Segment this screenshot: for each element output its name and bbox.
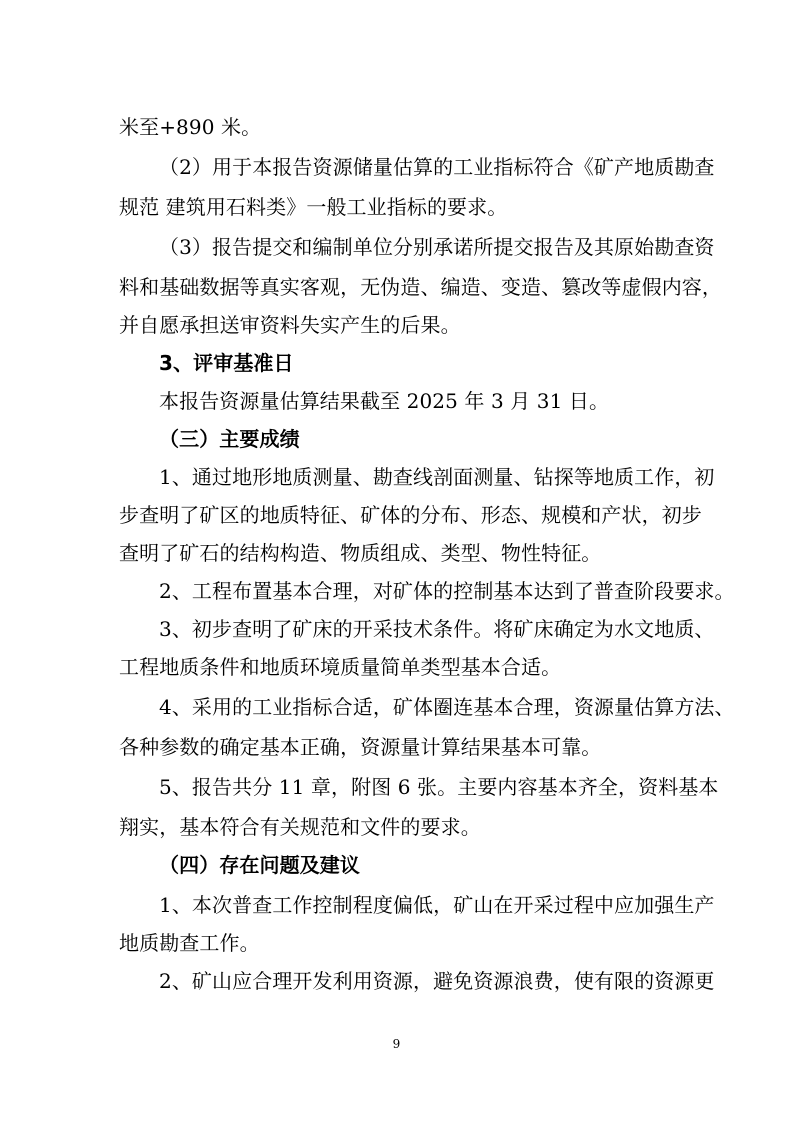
- body-text-line: 2、矿山应合理开发利用资源，避免资源浪费，使有限的资源更: [159, 969, 715, 993]
- body-text-line: 翔实，基本符合有关规范和文件的要求。: [119, 815, 481, 839]
- body-text-line: 5、报告共分 11 章，附图 6 张。主要内容基本齐全，资料基本: [159, 775, 719, 799]
- body-text-line: 工程地质条件和地质环境质量简单类型基本合适。: [119, 655, 562, 679]
- body-text-line: 料和基础数据等真实客观，无伪造、编造、变造、篡改等虚假内容，: [119, 275, 722, 299]
- section-heading: （四）存在问题及建议: [159, 853, 360, 877]
- body-text-line: 地质勘查工作。: [119, 931, 260, 955]
- body-text-line: 米至+890 米。: [119, 115, 262, 139]
- body-text-line: 查明了矿石的结构构造、物质组成、类型、物性特征。: [119, 541, 602, 565]
- body-text-line: 1、通过地形地质测量、勘查线剖面测量、钻探等地质工作，初: [159, 465, 715, 489]
- body-text-line: 各种参数的确定基本正确，资源量计算结果基本可靠。: [119, 735, 602, 759]
- body-text-line: （3）报告提交和编制单位分别承诺所提交报告及其原始勘查资: [159, 235, 715, 259]
- body-text-line: 步查明了矿区的地质特征、矿体的分布、形态、规模和产状，初步: [119, 503, 702, 527]
- body-text-line: 本报告资源量估算结果截至 2025 年 3 月 31 日。: [159, 389, 610, 413]
- body-text-line: 3、初步查明了矿床的开采技术条件。将矿床确定为水文地质、: [159, 617, 715, 641]
- section-heading: 3、评审基准日: [159, 351, 294, 375]
- body-text-line: 1、本次普查工作控制程度偏低，矿山在开采过程中应加强生产: [159, 893, 715, 917]
- section-heading: （三）主要成绩: [159, 427, 300, 451]
- body-text-line: 并自愿承担送审资料失实产生的后果。: [119, 313, 461, 337]
- body-text-line: 2、工程布置基本合理，对矿体的控制基本达到了普查阶段要求。: [159, 579, 735, 603]
- page-number: 9: [392, 1037, 401, 1051]
- body-text-line: 规范 建筑用石料类》一般工业指标的要求。: [119, 195, 508, 219]
- body-text-line: （2）用于本报告资源储量估算的工业指标符合《矿产地质勘查: [159, 155, 715, 179]
- body-text-line: 4、采用的工业指标合适，矿体圈连基本合理，资源量估算方法、: [159, 695, 735, 719]
